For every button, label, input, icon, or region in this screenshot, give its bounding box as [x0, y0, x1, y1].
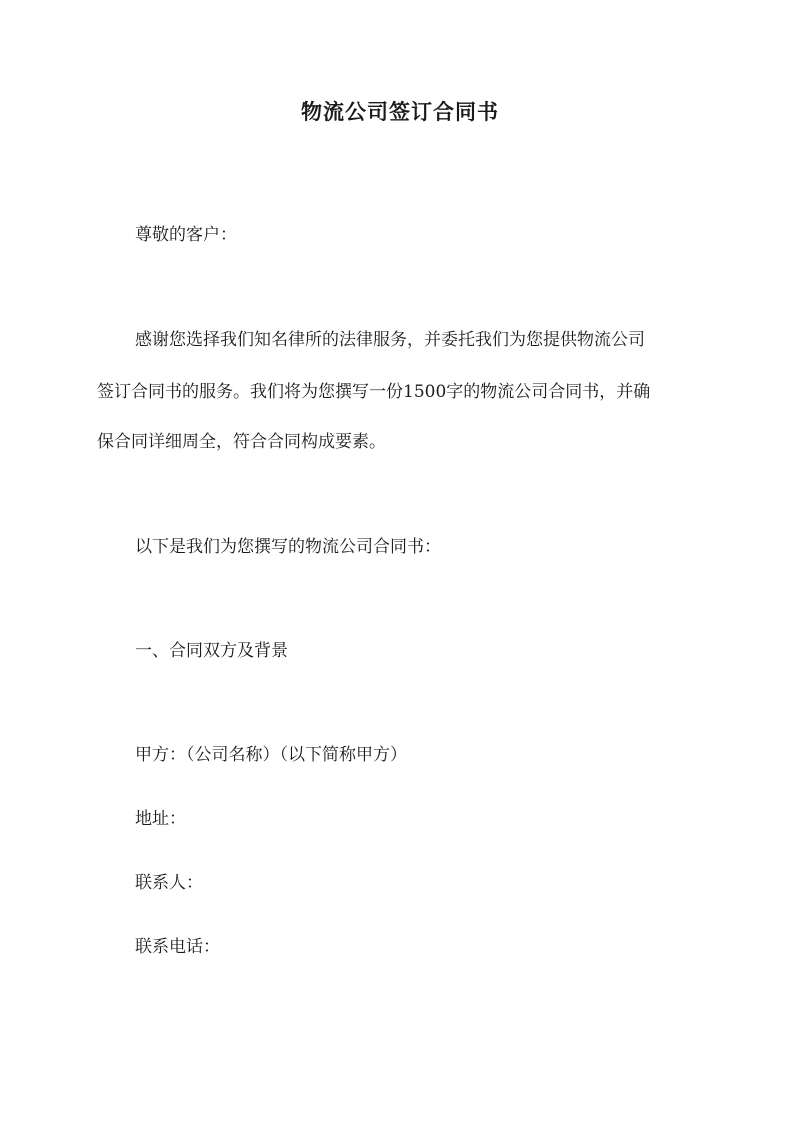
intro-line-3: 保合同详细周全，符合合同构成要素。 [97, 432, 386, 452]
contact-label: 联系人： [135, 873, 203, 893]
intro-line-2: 签订合同书的服务。我们将为您撰写一份1500字的物流公司合同书，并确 [97, 382, 651, 402]
section-heading: 一、合同双方及背景 [135, 641, 288, 661]
party-a-line: 甲方：（公司名称）（以下简称甲方） [135, 745, 407, 765]
address-label: 地址： [135, 809, 186, 829]
lead-in-text: 以下是我们为您撰写的物流公司合同书： [135, 537, 441, 557]
salutation: 尊敬的客户： [135, 225, 237, 245]
document-title: 物流公司签订合同书 [301, 99, 499, 124]
intro-line-1: 感谢您选择我们知名律所的法律服务，并委托我们为您提供物流公司 [135, 330, 645, 350]
phone-label: 联系电话： [135, 937, 220, 957]
